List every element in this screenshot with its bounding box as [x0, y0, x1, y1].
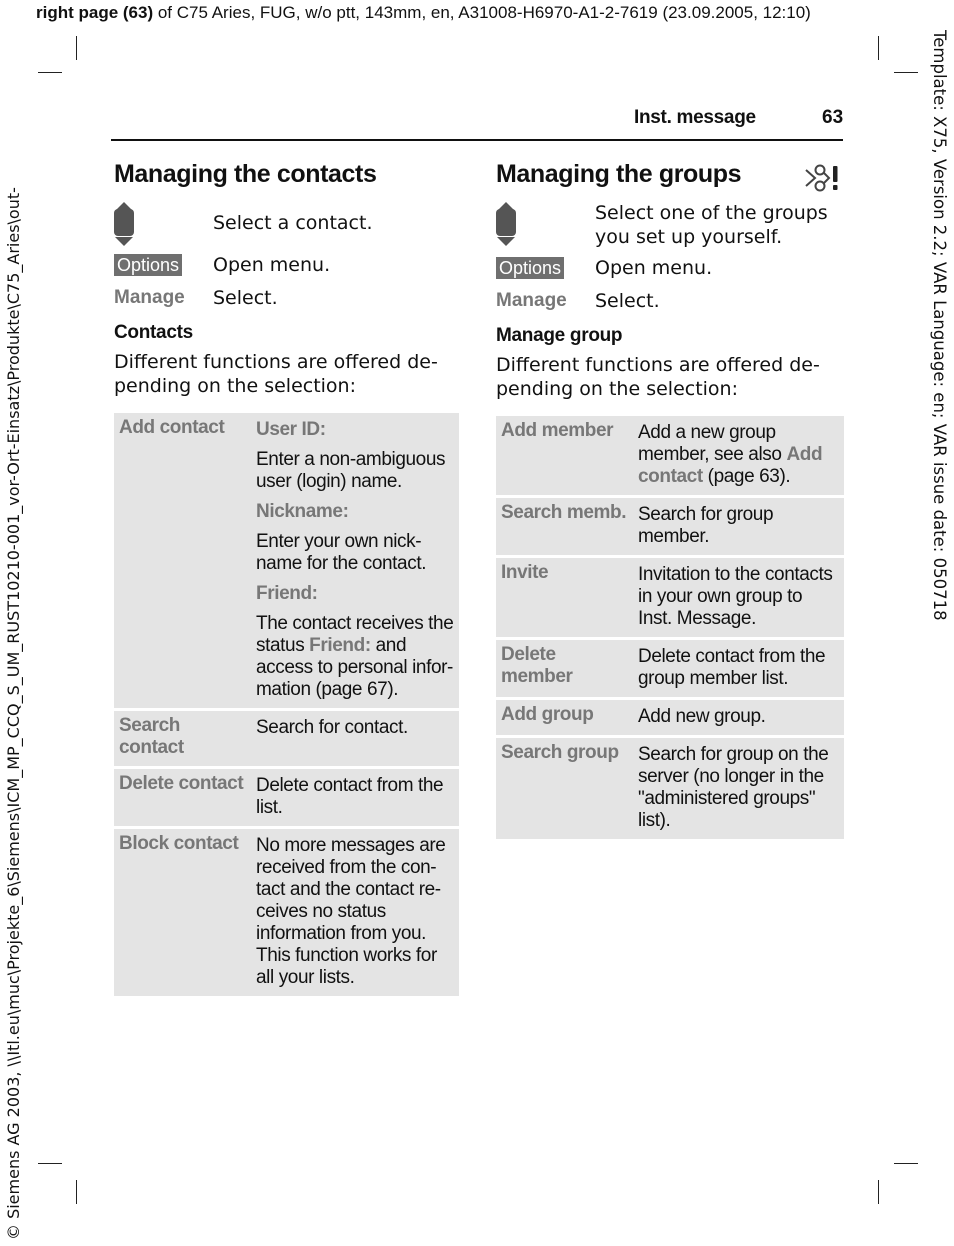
header-rule	[111, 139, 843, 141]
template-info-text: Template: X75, Version 2.2; VAR Language: en; VAR issue date: 050718	[930, 30, 949, 621]
function-definition: Delete contact from the group member list.	[633, 640, 844, 697]
table-row	[496, 498, 844, 555]
network-service-icon	[804, 164, 842, 192]
function-definition: Add a new group member, see also Add contact (page 63).	[633, 416, 844, 495]
function-term: Search contact	[114, 711, 251, 766]
function-definition: Search for group member.	[633, 498, 844, 555]
step-description: Select a contact.	[213, 212, 373, 234]
contacts-function-table	[114, 410, 459, 999]
intro-paragraph: Different functions are offered de-pending on the selection:	[114, 351, 438, 397]
function-definition: Invitation to the contacts in your own group to Inst. Message.	[633, 558, 844, 637]
table-row	[496, 558, 844, 637]
table-row	[496, 738, 844, 839]
page-number: 63	[822, 107, 844, 128]
function-definition: Search for group on the server (no longer in the "administered groups" list).	[633, 738, 844, 839]
column-managing-groups	[496, 160, 842, 831]
table-row	[114, 413, 459, 708]
step-description: Open menu.	[213, 254, 331, 276]
step-description: Open menu.	[595, 257, 713, 279]
subheading: Manage group	[496, 325, 623, 346]
table-row	[114, 769, 459, 826]
table-row	[114, 829, 459, 996]
print-meta-line	[36, 3, 811, 23]
table-row	[496, 700, 844, 735]
intro-paragraph: Different functions are offered de-pending on the selection:	[496, 354, 820, 400]
function-term: Delete member	[496, 640, 633, 697]
field-label: User ID:	[256, 419, 326, 440]
function-definition: Delete contact from the list.	[251, 769, 459, 826]
inline-term: Friend:	[309, 635, 371, 656]
function-definition: No more messages are received from the con-tact and the contact re-ceives no status information from you. This function works for all your lists.	[251, 829, 459, 996]
header-rule-gap	[753, 133, 843, 139]
field-text: Enter your own nick-name for the contact.	[256, 531, 427, 574]
field-label: Nickname:	[256, 501, 349, 522]
function-term: Invite	[496, 558, 633, 637]
print-meta-text: of C75 Aries, FUG, w/o ptt, 143mm, en, A31008-H6970-A1-2-7619 (23.09.2005, 12:10)	[153, 3, 811, 22]
function-term: Delete contact	[114, 769, 251, 826]
step-description: Select.	[595, 290, 660, 312]
options-softkey: Options	[114, 254, 182, 276]
crop-mark	[878, 1180, 879, 1204]
manage-menu-key: Manage	[114, 287, 185, 308]
copyright-path-text: © Siemens AG 2003, \\Itl.eu\muc\Projekte_6\Siemens\ICM_MP_CCQ_S_UM_RUST10210-001_vor-Ort-Einsatz\Produkte\C75_Aries\out-	[4, 187, 23, 1240]
crop-mark	[38, 72, 62, 73]
table-row	[496, 416, 844, 495]
step-description: Select one of the groups you set up yourself.	[595, 202, 828, 248]
crop-mark	[894, 72, 918, 73]
function-definition: Search for contact.	[251, 711, 459, 766]
function-definition	[251, 413, 459, 708]
crop-mark	[76, 36, 77, 60]
subheading: Contacts	[114, 322, 193, 343]
section-title: Managing the contacts	[114, 160, 377, 188]
navigation-key-icon	[114, 202, 134, 246]
crop-mark	[894, 1163, 918, 1164]
field-text: Enter a non-ambiguous user (login) name.	[256, 449, 446, 492]
inline-term: Add contact	[638, 444, 823, 487]
function-term: Add group	[496, 700, 633, 735]
navigation-key-icon	[496, 202, 516, 246]
table-row	[114, 711, 459, 766]
section-title: Managing the groups	[496, 160, 742, 188]
column-managing-contacts	[114, 160, 460, 988]
function-term: Search group	[496, 738, 633, 839]
manage-menu-key: Manage	[496, 290, 567, 311]
field-label: Friend:	[256, 583, 318, 604]
field-text: The contact receives the status Friend: and access to personal infor-mation (page 67).	[256, 613, 454, 700]
print-meta-bold: right page (63)	[36, 3, 154, 22]
table-row	[496, 640, 844, 697]
function-term: Block contact	[114, 829, 251, 996]
function-term: Add contact	[114, 413, 251, 708]
crop-mark	[76, 1180, 77, 1204]
function-term: Add member	[496, 416, 633, 495]
options-softkey: Options	[496, 257, 564, 279]
crop-mark	[38, 1163, 62, 1164]
step-description: Select.	[213, 287, 278, 309]
function-definition: Add new group.	[633, 700, 844, 735]
function-term: Search memb.	[496, 498, 633, 555]
crop-mark	[878, 36, 879, 60]
groups-function-table	[496, 413, 844, 842]
running-header-section: Inst. message	[634, 107, 756, 128]
